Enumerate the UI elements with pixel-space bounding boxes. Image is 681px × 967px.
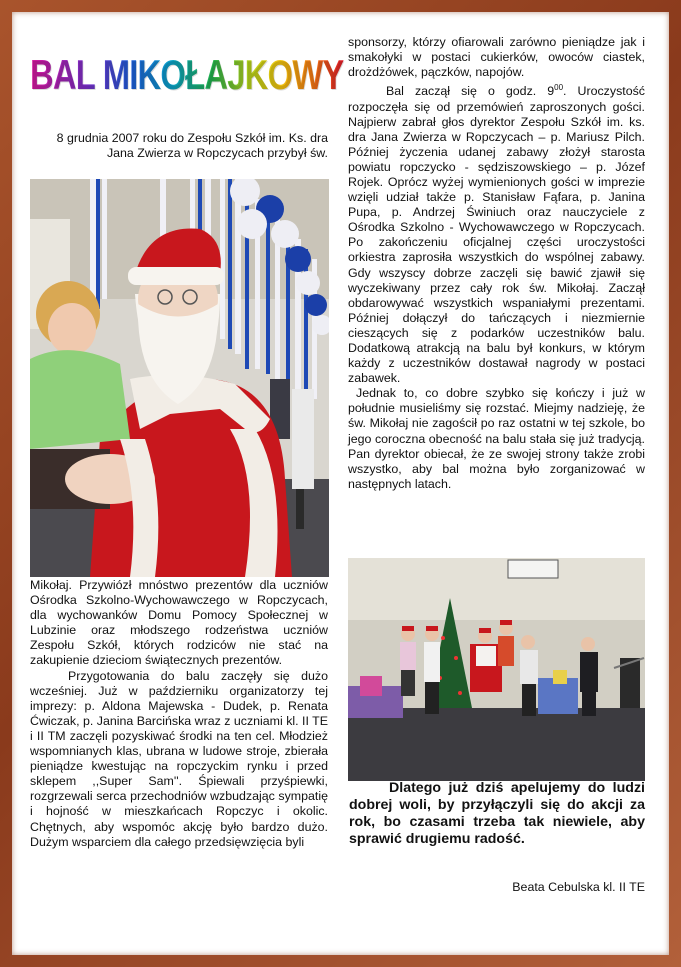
- right-paragraph-3: Jednak to, co dobre szybko się kończy i już w południe musieliśmy się rozstać. Miejmy nadzieję, że św. Mikołaj nie zagościł po raz ostatni w tej szkole, bo jego coroczna obecność na balu stała się już tradycją. Pan dyrektor obiecał, że ze swojej strony także zrobi wszystko, aby bal można było zorganizować w następnych latach.: [348, 386, 645, 491]
- santa-photo: [30, 179, 329, 577]
- intro-paragraph: [30, 131, 328, 161]
- article-title: BAL MIKOŁAJKOWY: [30, 51, 344, 98]
- right-paragraph-1: sponsorzy, którzy ofiarowali zarówno pieniądze jak i smakołyki w postaci cukierków, owoców ciastek, drożdżówek, pączków, napojów.: [348, 35, 645, 80]
- right-paragraph-2: [348, 80, 645, 386]
- right-column-text: [348, 35, 645, 492]
- left-column-text: [30, 578, 328, 850]
- right-paragraph-2-rest: . Uroczystość rozpoczęła się od przemówień zaproszonych gości. Najpierw zabrał głos dyrektor Zespołu Szkół im. ks. dra Jana Zwierza w Ropczycach – p. Mariusz Pilch. Później życzenia udanej zabawy złożył starosta powiatu ropczycko - sędziszowskiego – p. Józef Rojek. Oprócz wyżej wymienionych gości w imprezie wzięli udział także p. Stanisław Fąfara, p. Janina Pupa, p. Andrzej Świniuch oraz nauczyciele z Ośrodka Szkolno - Wychowawczego w Ropczycach. Po zakończeniu oficjalnej części uroczystości orkiestra zaprosiła wszystkich do wspólnej zabawy. Gdy wszyscy dobrze zaczęli się bawić zjawił się wyczekiwany przez cały rok św. Mikołaj. Zaczął obdarowywać wszystkich wspaniałymi prezentami. Później dołączył do tańczących i niezmiernie cieszących się z podarków uczestników balu. Dodatkową atrakcją na balu był konkurs, w którym każdy z uczestników dostawał nagrody w postaci zabawek.: [348, 84, 645, 386]
- left-paragraph-1: Mikołaj. Przywiózł mnóstwo prezentów dla uczniów Ośrodka Szkolno-Wychowawczego w Ropczycach, dla wychowanków Domu Pomocy Społecznej w Lubzinie oraz młodszego rodzeństwa uczniów Zespołu Szkół, których rodziców nie stać na zakupienie dzieciom świątecznych prezentów.: [30, 578, 328, 668]
- left-paragraph-2: Przygotowania do balu zaczęły się dużo wcześniej. Już w październiku organizatorzy tej imprezy: p. Aldona Majewska - Dudek, p. Renata Ćwiczak, p. Janina Barcińska wraz z uczniami kl. II TE i II TM zaczęli pozyskiwać środki na ten cel. Młodzież wspomnianych klas, ubrana w ludowe stroje, zbierała pieniądze kwestując na ropczyckim rynku i przed sklepem ,,Super Sam''. Śpiewali przyśpiewki, rozgrzewali serca przechodniów wzbudzając sympatię i hojność w mieszkańcach Ropczyc i okolic. Chętnych, aby wspomóc akcję było bardzo dużo. Dużym wsparciem dla całego przedsięwzięcia byli: [30, 668, 328, 849]
- author-signature: Beata Cebulska kl. II TE: [512, 880, 645, 894]
- start-time-text: Bal zaczął się o godz. 9: [386, 84, 555, 99]
- start-time-sup: 00: [554, 83, 564, 93]
- group-photo: [348, 558, 645, 781]
- intro-text: 8 grudnia 2007 roku do Zespołu Szkół im. Ks. dra Jana Zwierza w Ropczycach przybył św.: [56, 131, 328, 161]
- appeal-text: Dlatego już dziś apelujemy do ludzi dobrej woli, by przyłączyli się do akcji za rok, bo czasami trzeba tak niewiele, aby sprawić drugiemu radość.: [349, 780, 645, 847]
